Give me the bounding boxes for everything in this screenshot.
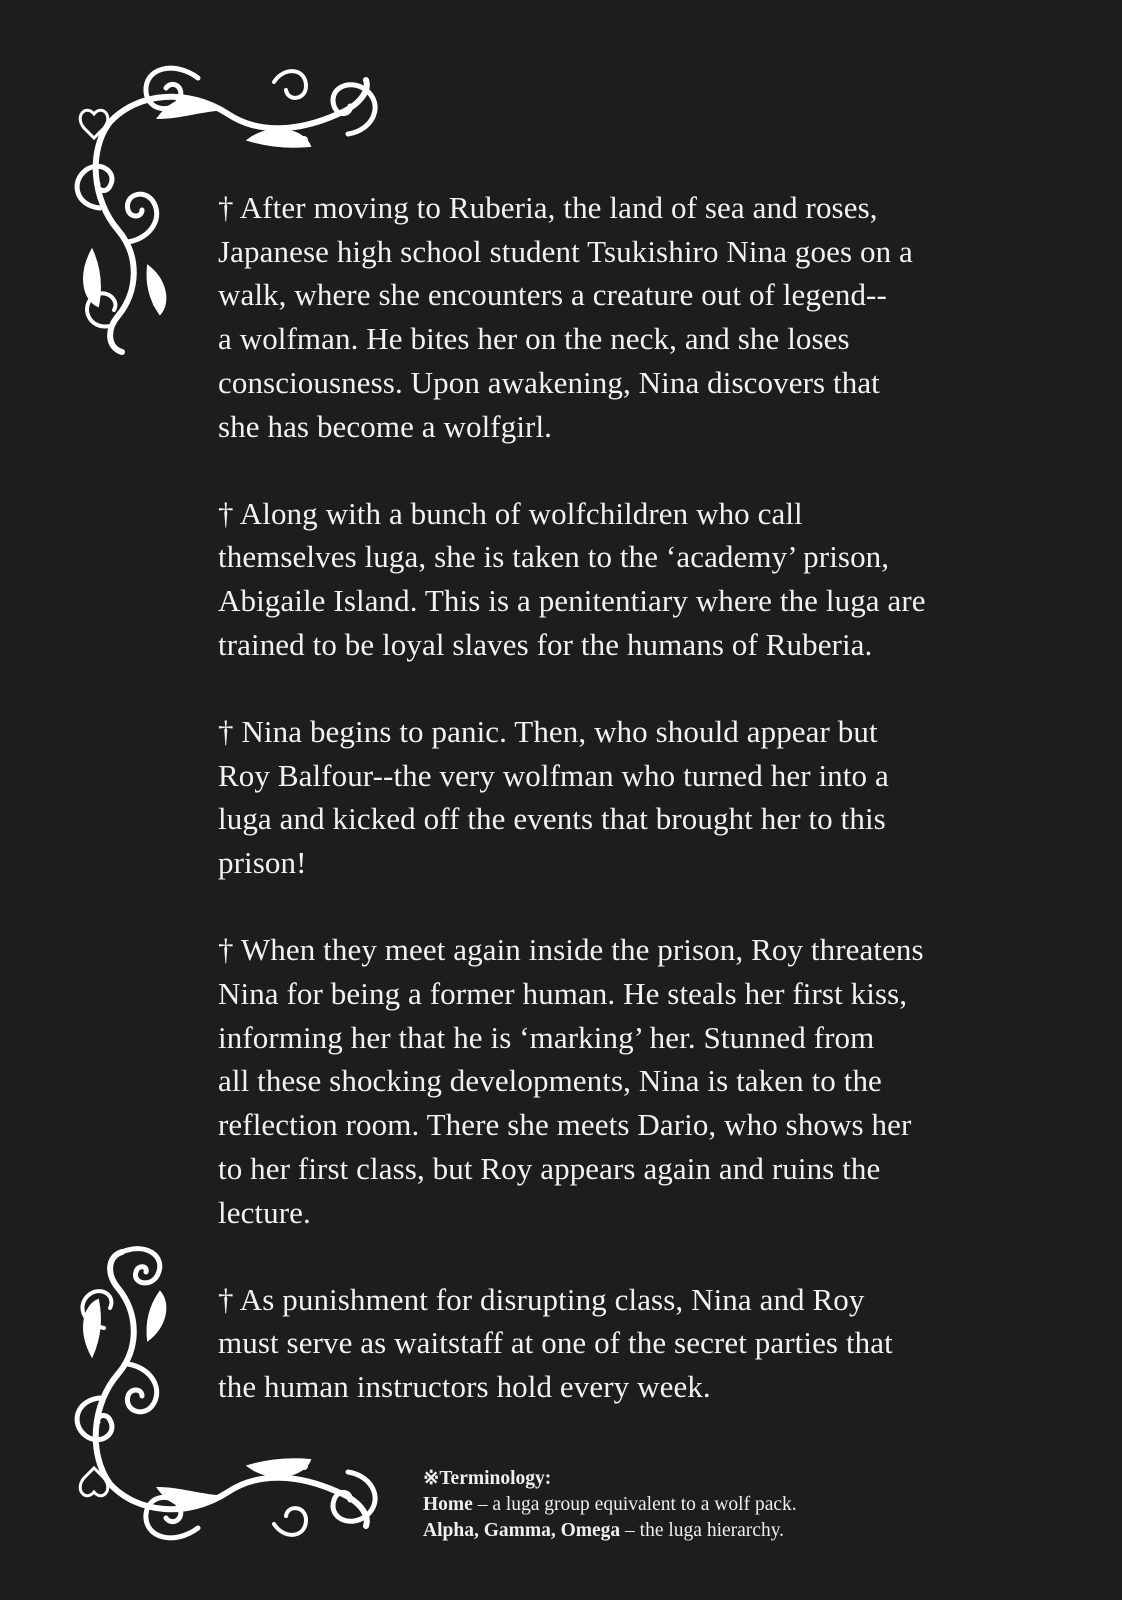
summary-line: † Nina begins to panic. Then, who should appear but (218, 714, 878, 750)
summary-paragraph (218, 710, 978, 885)
summary-paragraph (218, 492, 978, 667)
terminology-entry (423, 1492, 983, 1518)
summary-line: prison! (218, 845, 307, 881)
terminology-entry (423, 1518, 983, 1544)
summary-line: a wolfman. He bites her on the neck, and she loses (218, 321, 850, 357)
summary-line: to her first class, but Roy appears again and ruins the (218, 1150, 881, 1186)
summary-line: Roy Balfour--the very wolfman who turned her into a (218, 757, 889, 793)
term-definition: – a luga group equivalent to a wolf pack. (472, 1494, 797, 1515)
summary-line: luga and kicked off the events that brought her to this (218, 801, 886, 837)
summary-line: Nina for being a former human. He steals her first kiss, (218, 976, 908, 1012)
summary-paragraph (218, 1278, 978, 1409)
term-definition: – the luga hierarchy. (620, 1520, 785, 1541)
story-summary (218, 186, 978, 1452)
summary-line: trained to be loyal slaves for the humans of Ruberia. (218, 626, 873, 662)
summary-line: must serve as waitstaff at one of the secret parties that (218, 1325, 893, 1361)
summary-line: informing her that he is ‘marking’ her. Stunned from (218, 1019, 875, 1055)
summary-line: reflection room. There she meets Dario, who shows her (218, 1107, 912, 1143)
summary-line: † As punishment for disrupting class, Nina and Roy (218, 1281, 865, 1317)
summary-line: † When they meet again inside the prison, Roy threatens (218, 932, 924, 968)
summary-line: Abigaile Island. This is a penitentiary where the luga are (218, 583, 926, 619)
summary-line: walk, where she encounters a creature out of legend-- (218, 277, 887, 313)
terminology-notes (423, 1466, 983, 1544)
summary-line: the human instructors hold every week. (218, 1369, 711, 1405)
summary-line: she has become a wolfgirl. (218, 408, 553, 444)
terminology-heading: ※Terminology: (423, 1468, 552, 1489)
summary-line: all these shocking developments, Nina is taken to the (218, 1063, 882, 1099)
term-name: Home (423, 1494, 473, 1515)
summary-line: Japanese high school student Tsukishiro Nina goes on a (218, 233, 913, 269)
summary-line: † After moving to Ruberia, the land of sea and roses, (218, 190, 878, 225)
summary-line: themselves luga, she is taken to the ‘academy’ prison, (218, 539, 890, 575)
summary-line: consciousness. Upon awakening, Nina discovers that (218, 364, 880, 400)
summary-line: lecture. (218, 1194, 311, 1230)
term-name: Alpha, Gamma, Omega (423, 1520, 621, 1541)
summary-paragraph (218, 186, 978, 448)
summary-paragraph (218, 928, 978, 1234)
summary-line: † Along with a bunch of wolfchildren who call (218, 495, 803, 531)
